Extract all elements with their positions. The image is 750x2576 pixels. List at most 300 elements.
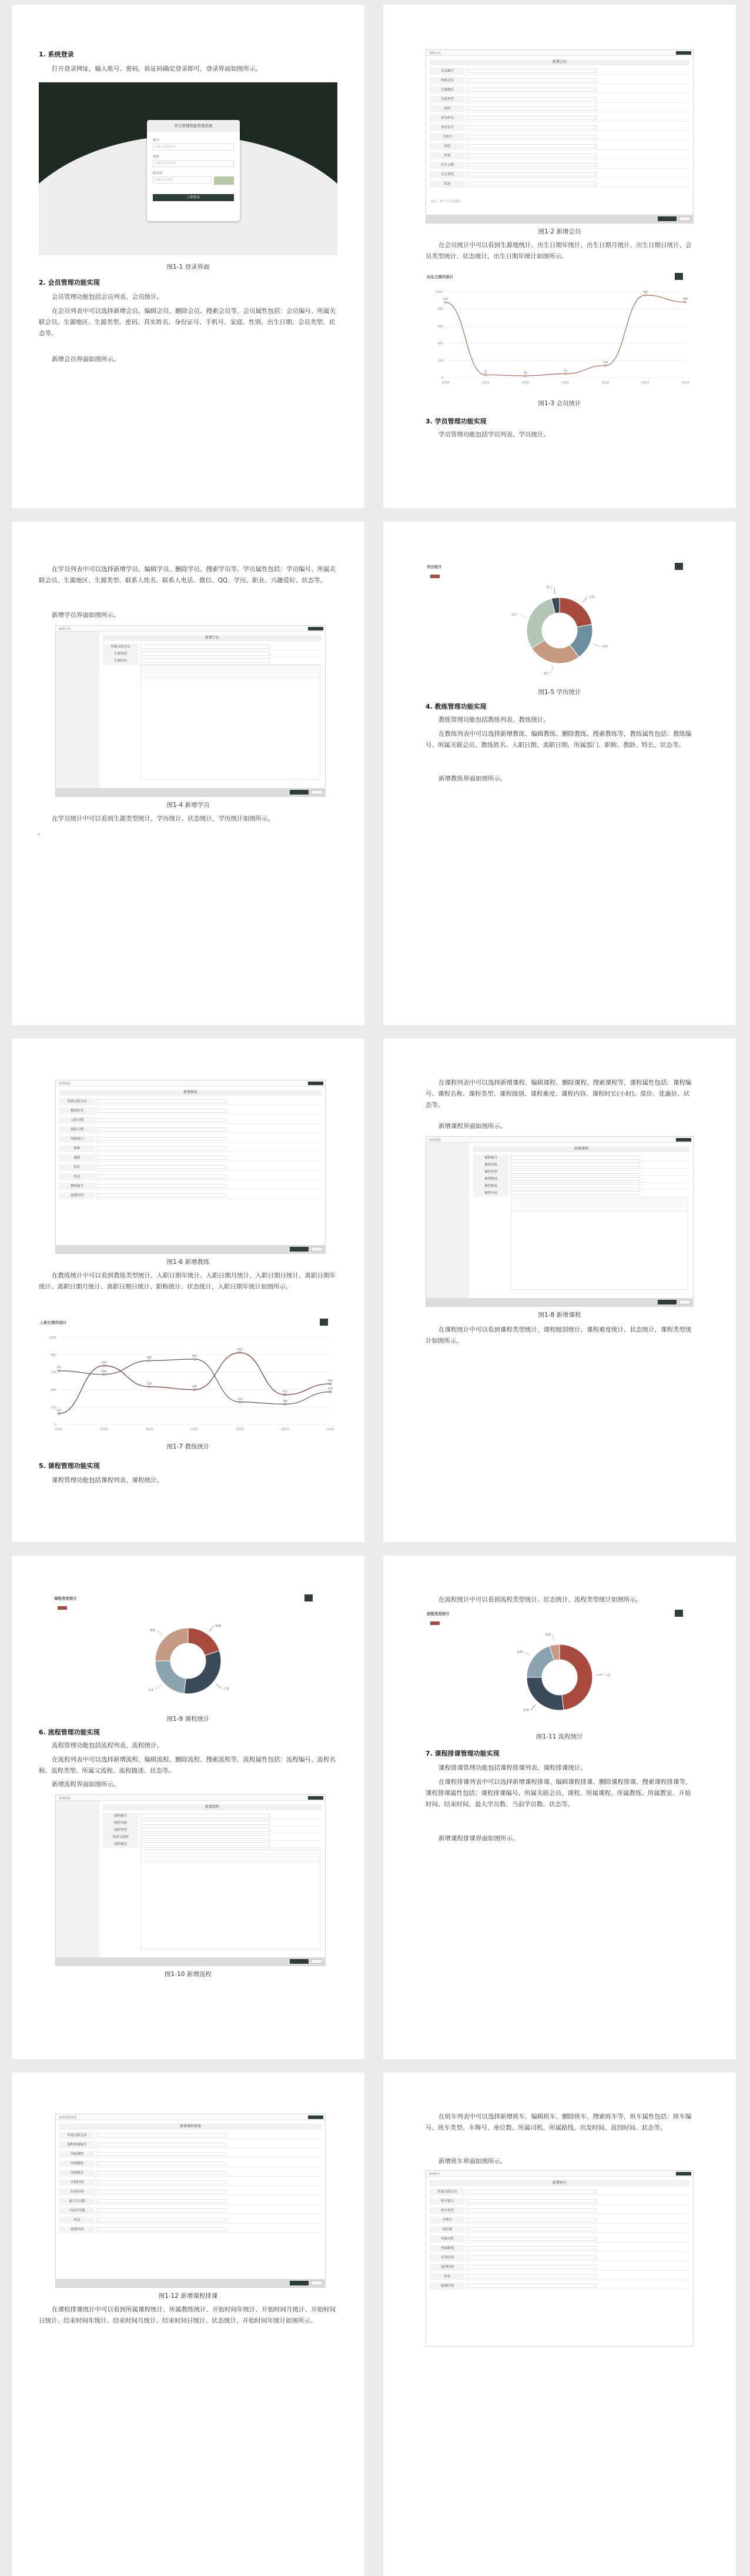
form-title: 新增课程排课 — [59, 2124, 322, 2130]
form-row — [103, 1834, 322, 1841]
paragraph: 在会员统计中可以看到生源地统计、出生日期年统计、出生日期月统计、出生日期日统计、会员类型统计、状态统计，出生日期年统计如图所示。 — [426, 242, 692, 260]
line-chart — [426, 283, 694, 391]
data-label: 560 — [327, 1379, 333, 1383]
form-field-input[interactable] — [97, 2143, 226, 2147]
form-field-input[interactable] — [97, 1156, 226, 1160]
form-row — [59, 1098, 322, 1105]
topbar-title: 新增班车 — [429, 2173, 441, 2176]
form-field-input[interactable] — [140, 645, 270, 649]
x-tick-label: 2022 — [236, 1428, 244, 1432]
data-label: 990 — [237, 1348, 243, 1352]
form-title: 新增流程 — [103, 1804, 322, 1810]
data-label: 450 — [327, 1387, 333, 1391]
slice-leader-line — [554, 588, 555, 595]
slice-label: 力量 — [223, 1687, 230, 1691]
form-field-input[interactable] — [511, 1184, 640, 1188]
form-row — [59, 1173, 322, 1180]
form-row — [430, 86, 689, 94]
data-label: 690 — [101, 1370, 107, 1373]
form-field-input[interactable] — [467, 2246, 597, 2250]
search-button[interactable] — [304, 1594, 313, 1601]
form-field-label: 教练编号 — [59, 1183, 95, 1190]
slice-label: 有氧 — [148, 1688, 154, 1692]
form-field-label: 状态 — [430, 181, 465, 188]
document-page-10 — [383, 2073, 736, 2576]
series-line — [446, 295, 685, 376]
form-field-input[interactable] — [467, 154, 597, 158]
data-point — [330, 1383, 332, 1384]
cancel-button[interactable] — [311, 790, 323, 795]
form-field-label: 流程类型 — [103, 1827, 138, 1834]
figure-caption: 图1-3 会员统计 — [538, 400, 581, 407]
data-label: 876 — [443, 298, 448, 302]
form-row — [103, 1820, 322, 1827]
password-label: 密码 — [153, 155, 160, 159]
form-row — [430, 171, 689, 178]
form-field-input[interactable] — [467, 88, 597, 92]
form-field-label: 返回时间 — [430, 2264, 465, 2271]
data-point — [330, 1391, 332, 1393]
form-field-label: 课程名称 — [473, 1162, 508, 1169]
save-button[interactable] — [658, 216, 677, 221]
add-student-screenshot — [55, 625, 326, 797]
form-row — [103, 643, 322, 650]
form-row — [430, 2254, 689, 2261]
data-label: 880 — [146, 1356, 152, 1360]
form-field-input[interactable] — [140, 659, 270, 663]
education-chart — [426, 563, 694, 680]
form-row — [59, 2207, 322, 2214]
x-tick-label: 2023 — [281, 1428, 289, 1432]
form-row — [430, 2283, 689, 2290]
form-row — [430, 96, 689, 103]
form-field-input[interactable] — [97, 2190, 226, 2194]
x-tick-label: 2018 — [441, 381, 450, 385]
form-field-input[interactable] — [467, 163, 597, 167]
form-field-input[interactable] — [467, 78, 597, 82]
editor-toolbar[interactable] — [141, 1850, 320, 1863]
form-field-input[interactable] — [97, 2180, 226, 2184]
topbar-button[interactable] — [676, 2172, 691, 2175]
figure-caption: 图1-11 流程统计 — [536, 1733, 583, 1740]
cancel-button[interactable] — [679, 216, 691, 221]
y-tick-label: 720 — [51, 1371, 56, 1375]
hire-year-chart — [39, 1319, 339, 1437]
topbar-title: 新增流程 — [59, 1797, 71, 1800]
save-button[interactable] — [290, 2281, 309, 2285]
save-button[interactable] — [658, 1300, 677, 1304]
y-tick-label: 600 — [437, 325, 443, 329]
section-heading: 2. 会员管理功能实现 — [39, 279, 100, 286]
form-field-input[interactable] — [97, 2218, 226, 2222]
donut-chart — [426, 573, 694, 680]
data-label: 810 — [101, 1362, 107, 1365]
form-field-label: 职称 — [59, 1145, 95, 1152]
form-field-label: 创建时间 — [430, 2283, 465, 2290]
form-title: 新增教练 — [59, 1090, 322, 1096]
form-field-input[interactable] — [511, 1177, 640, 1181]
document-page-1 — [12, 5, 364, 508]
slice-leader-line — [524, 1652, 530, 1656]
form-field-input[interactable] — [467, 2218, 597, 2222]
form-field-label: 结束时间 — [59, 2188, 95, 2195]
form-field-input[interactable] — [467, 2208, 597, 2213]
form-field-input[interactable] — [97, 2199, 226, 2203]
form-field-input[interactable] — [97, 2161, 226, 2165]
slice-leader-line — [519, 615, 525, 617]
form-field-label: 离职日期 — [59, 1126, 95, 1133]
save-button[interactable] — [290, 790, 309, 795]
paragraph: 新增教练界面如图所示。 — [438, 775, 507, 782]
paragraph: 在课程排课列表中可以选择新增课程排课、编辑课程排课、删除课程排课、搜索课程排课等，课程排课属性包括：课程排课编号、所属关联会员、课程、所属课程、所属教练、所属教室、开始时间、结束时间、最大学员数、当前学员数、状态等。 — [426, 1778, 692, 1808]
rich-text-editor[interactable] — [140, 1849, 320, 1949]
form-row — [430, 124, 689, 131]
form-field-input[interactable] — [97, 1193, 226, 1197]
form-row — [59, 2179, 322, 2186]
form-field-input[interactable] — [467, 2190, 597, 2194]
captcha-image[interactable] — [214, 176, 234, 185]
form-field-input[interactable] — [467, 2255, 597, 2260]
form-row — [430, 2207, 689, 2214]
sidebar — [56, 632, 99, 796]
slice-label: 硕士 — [544, 672, 550, 676]
form-row — [59, 2170, 322, 2177]
slice-label: 专科 — [601, 645, 608, 649]
slice-label: 瑜伽 — [215, 1624, 222, 1629]
password-input[interactable]: 请输入您的密码 — [153, 160, 234, 167]
figure-caption: 图1-1 登录界面 — [166, 263, 210, 271]
form-field-input[interactable] — [140, 1842, 270, 1846]
form-row — [430, 2235, 689, 2243]
paragraph: 教练管理功能包括教练列表、教练统计。 — [438, 716, 550, 723]
form-field-input[interactable] — [467, 182, 597, 186]
form-field-input[interactable] — [140, 1821, 270, 1825]
form-field-input[interactable] — [97, 2208, 226, 2213]
form-field-input[interactable] — [511, 1191, 640, 1195]
form-title: 新增学员 — [103, 635, 322, 641]
login-card — [147, 120, 240, 221]
figure-caption: 图1-8 新增课程 — [538, 1312, 581, 1319]
y-tick-label: 960 — [51, 1353, 56, 1357]
section-heading: 7. 课程排课管理功能实现 — [426, 1750, 500, 1757]
paragraph: 学员管理功能包括学员列表、学员统计。 — [438, 431, 550, 438]
form-field-label: 所属教练 — [59, 2160, 95, 2167]
form-field-label: 流程编号 — [103, 1813, 138, 1820]
rich-text-editor[interactable] — [511, 1198, 688, 1290]
form-field-input[interactable] — [467, 2274, 597, 2278]
search-button[interactable] — [320, 1319, 328, 1326]
form-row — [59, 2151, 322, 2158]
add-member-screenshot — [426, 49, 694, 223]
form-title: 新增班车 — [430, 2180, 689, 2186]
form-row — [430, 181, 689, 188]
form-field-label: 所属关联会员 — [430, 2188, 465, 2195]
form-row — [430, 2188, 689, 2195]
form-field-input[interactable] — [467, 106, 597, 111]
form-field-input[interactable] — [467, 172, 597, 176]
editor-toolbar[interactable] — [511, 1199, 688, 1212]
form-field-label: 所属司机 — [430, 2235, 465, 2243]
form-field-label: 手机号 — [430, 134, 465, 141]
form-field-input[interactable] — [467, 2227, 597, 2231]
form-row — [103, 658, 322, 665]
x-tick-label: 2021 — [561, 381, 570, 385]
form-field-input[interactable] — [97, 2152, 226, 2156]
data-point — [525, 375, 527, 377]
slice-leader-line — [553, 1634, 554, 1641]
form-field-label: 课程级别 — [473, 1176, 508, 1183]
process-type-chart — [426, 1610, 694, 1727]
form-row — [430, 2245, 689, 2252]
form-field-label: 教练姓名 — [59, 1107, 95, 1115]
y-tick-label: 400 — [437, 342, 443, 346]
form-field-input[interactable] — [97, 1118, 226, 1122]
rich-text-editor[interactable] — [140, 665, 320, 780]
form-field-input[interactable] — [97, 1146, 226, 1150]
document-page-5 — [12, 1039, 364, 1542]
form-field-input[interactable] — [467, 144, 597, 148]
form-field-label: 会员编号 — [430, 68, 465, 75]
form-field-label: 家庭 — [430, 143, 465, 150]
topbar-button[interactable] — [308, 1796, 323, 1800]
form-field-label: 车牌号 — [430, 2217, 465, 2224]
form-rows — [430, 68, 689, 197]
form-field-label: 性别 — [430, 152, 465, 159]
pie-slice — [184, 1651, 221, 1694]
data-point — [103, 1373, 105, 1375]
form-row — [430, 68, 689, 75]
document-page-4 — [383, 522, 736, 1025]
data-point — [605, 365, 607, 366]
slice-label: 退费 — [517, 1650, 523, 1654]
form-row — [59, 2217, 322, 2224]
form-field-label: 会员类型 — [430, 171, 465, 178]
form-field-label: 所属会员 — [430, 77, 465, 84]
form-field-input[interactable] — [140, 1835, 270, 1839]
form-field-input[interactable] — [467, 125, 597, 129]
form-row — [59, 2188, 322, 2195]
topbar-button[interactable] — [308, 2115, 323, 2119]
topbar-title: 新增课程排课 — [59, 2116, 77, 2120]
form-row — [430, 2217, 689, 2224]
section-heading: 6. 流程管理功能实现 — [39, 1729, 100, 1736]
pie-slice — [527, 1646, 554, 1677]
figure-caption: 图1-12 新增课程排课 — [158, 2293, 218, 2300]
form-note: 提示：带 * 号为必填项 — [431, 200, 461, 203]
form-field-label: 身份证号 — [430, 124, 465, 131]
search-button[interactable] — [675, 273, 683, 280]
figure-caption: 图1-5 学历统计 — [538, 689, 581, 696]
paragraph: 课程排课管理功能包括课程排课列表、课程排课统计。 — [438, 1764, 587, 1771]
slice-label: 转课 — [545, 1633, 551, 1637]
save-button[interactable] — [290, 1247, 309, 1252]
x-tick-label: 2023 — [641, 381, 649, 385]
slice-leader-line — [209, 1626, 213, 1631]
captcha-label: 验证码 — [153, 172, 163, 175]
paragraph: 在课程排课统计中可以看到所属课程统计、所属教练统计、开始时间年统计、开始时间月统计、开始时间日统计、结束时间年统计、结束时间月统计、结束时间日统计、状态统计，开始时间年统计如图所示。 — [39, 2306, 336, 2324]
slice-leader-line — [596, 1674, 603, 1675]
form-row — [103, 1841, 322, 1848]
paragraph: 在学员列表中可以选择新增学员、编辑学员、删除学员、搜索学员等，学员属性包括：学员编号、所属关联会员、生源地区、生源类型、联系人姓名、联系人电话、微信、QQ、学历、职业、兴趣爱好、状态等。 — [39, 566, 336, 584]
form-field-input[interactable] — [467, 116, 597, 120]
form-row — [430, 2198, 689, 2205]
topbar-button[interactable] — [308, 627, 323, 630]
form-field-input[interactable] — [511, 1170, 640, 1174]
paragraph: 新增班车界面如图所示。 — [438, 2158, 507, 2165]
x-tick-label: 2024 — [326, 1428, 334, 1432]
form-rows — [430, 2188, 689, 2294]
form-field-label: 生源类型 — [430, 96, 465, 103]
document-page-6 — [383, 1039, 736, 1542]
form-row — [103, 1813, 322, 1820]
form-field-label: 课程编号 — [473, 1154, 508, 1162]
form-field-label: 状态 — [59, 2217, 95, 2224]
form-row — [430, 2273, 689, 2280]
form-field-label: 特长 — [59, 1164, 95, 1171]
slice-label: 博士 — [546, 586, 553, 590]
editor-toolbar[interactable] — [141, 665, 320, 678]
data-label: 20 — [524, 372, 527, 375]
form-row — [59, 1145, 322, 1152]
figure-caption: 图1-10 新增流程 — [165, 1971, 212, 1978]
form-field-input[interactable] — [97, 1184, 226, 1188]
topbar-button[interactable] — [308, 1082, 323, 1085]
slice-label: 舞蹈 — [149, 1629, 156, 1633]
slice-leader-line — [583, 597, 588, 602]
data-label: 32 — [484, 371, 487, 374]
form-field-input[interactable] — [97, 2171, 226, 2175]
donut-chart — [426, 1620, 694, 1727]
form-row — [59, 1126, 322, 1133]
cancel-button[interactable] — [311, 2281, 323, 2285]
document-page-8 — [383, 1556, 736, 2059]
form-row — [59, 2132, 322, 2139]
data-point — [194, 1359, 196, 1360]
data-label: 480 — [192, 1385, 197, 1389]
captcha-input[interactable]: 请输入验证码 — [153, 176, 212, 183]
form-field-input[interactable] — [467, 69, 597, 73]
form-field-label: 所属父流程 — [103, 1834, 138, 1841]
topbar-button[interactable] — [676, 51, 691, 55]
legend-swatch — [430, 575, 440, 578]
form-field-input[interactable] — [97, 2227, 226, 2231]
sidebar — [426, 1143, 470, 1306]
save-button[interactable] — [290, 1959, 309, 1964]
form-row — [473, 1169, 689, 1176]
figure-caption: 图1-9 课程统计 — [166, 1716, 210, 1723]
form-field-label: 所属部门 — [59, 1136, 95, 1143]
y-tick-label: 0 — [441, 376, 443, 380]
y-tick-label: 1200 — [49, 1336, 56, 1340]
form-field-input[interactable] — [97, 1127, 226, 1132]
form-row — [59, 1183, 322, 1190]
form-row — [430, 115, 689, 122]
form-row — [59, 1164, 322, 1171]
form-field-label: 所属课程 — [59, 2151, 95, 2158]
form-field-label: 出发时间 — [430, 2254, 465, 2261]
username-input[interactable]: 请输入您的账号 — [153, 144, 234, 151]
cancel-button[interactable] — [311, 1959, 323, 1964]
x-tick-label: 2019 — [481, 381, 490, 385]
search-button[interactable] — [675, 1610, 683, 1617]
form-field-input[interactable] — [97, 1137, 226, 1141]
form-field-input[interactable] — [97, 1109, 226, 1113]
add-process-screenshot — [55, 1794, 326, 1966]
form-field-input[interactable] — [467, 2199, 597, 2203]
form-field-label: 流程描述 — [103, 1841, 138, 1848]
form-field-label: 班车编号 — [430, 2198, 465, 2205]
form-row — [473, 1162, 689, 1169]
figure-caption: 图1-4 新增学员 — [166, 802, 210, 809]
pie-slice — [527, 599, 555, 648]
form-field-input[interactable] — [97, 1099, 226, 1103]
form-title: 新增会员 — [430, 59, 689, 65]
data-point — [103, 1365, 105, 1367]
form-row — [473, 1154, 689, 1162]
data-label: 520 — [146, 1382, 152, 1386]
x-tick-label: 2022 — [601, 381, 610, 385]
x-tick-label: 2024 — [681, 381, 689, 385]
login-button[interactable]: 立即登录 — [153, 194, 234, 201]
form-field-input[interactable] — [511, 1163, 640, 1167]
form-field-input[interactable] — [97, 2133, 226, 2137]
birth-year-chart — [426, 273, 694, 391]
paragraph: 新增学员界面如图所示。 — [52, 612, 120, 619]
stray-punctuation: 。 — [38, 830, 43, 836]
form-field-input[interactable] — [140, 1814, 270, 1818]
course-type-chart — [53, 1594, 323, 1710]
form-field-input[interactable] — [467, 2237, 597, 2241]
x-tick-label: 2018 — [55, 1428, 63, 1432]
search-button[interactable] — [675, 563, 683, 570]
form-field-input[interactable] — [511, 1156, 640, 1160]
form-field-input[interactable] — [97, 1174, 226, 1179]
pie-slice — [560, 1644, 592, 1710]
y-tick-label: 480 — [51, 1388, 56, 1392]
form-row — [59, 1107, 322, 1115]
form-field-input[interactable] — [467, 97, 597, 101]
data-point — [445, 302, 447, 303]
document-page-2 — [383, 5, 736, 508]
data-point — [194, 1389, 196, 1390]
paragraph: 新增会员界面如图所示。 — [52, 356, 120, 363]
cancel-button[interactable] — [679, 1300, 691, 1304]
form-field-label: 开始时间 — [59, 2179, 95, 2186]
data-label: 880 — [682, 298, 688, 301]
topbar-title: 新增学员 — [59, 628, 71, 631]
form-field-input[interactable] — [467, 2284, 597, 2288]
form-field-input[interactable] — [97, 1165, 226, 1169]
form-field-input[interactable] — [140, 1828, 270, 1832]
form-field-input[interactable] — [140, 652, 270, 656]
form-field-input[interactable] — [467, 135, 597, 139]
data-label: 45 — [564, 369, 567, 373]
paragraph: 新增课程界面如图所示。 — [438, 1123, 507, 1130]
figure-caption: 图1-2 新增会员 — [538, 228, 581, 235]
figure-caption: 图1-6 新增教练 — [166, 1259, 210, 1266]
form-row — [59, 2160, 322, 2167]
chart-title: 入职日期年统计 — [40, 1320, 67, 1325]
form-field-input[interactable] — [467, 2265, 597, 2269]
data-point — [58, 1370, 60, 1372]
form-field-label: 真实姓名 — [430, 115, 465, 122]
cancel-button[interactable] — [311, 1247, 323, 1252]
x-tick-label: 2020 — [145, 1428, 153, 1432]
document-page-9 — [12, 2073, 364, 2576]
topbar-button[interactable] — [676, 1138, 691, 1142]
form-field-label: 所属关联会员 — [59, 1098, 95, 1105]
series-line — [59, 1359, 330, 1404]
